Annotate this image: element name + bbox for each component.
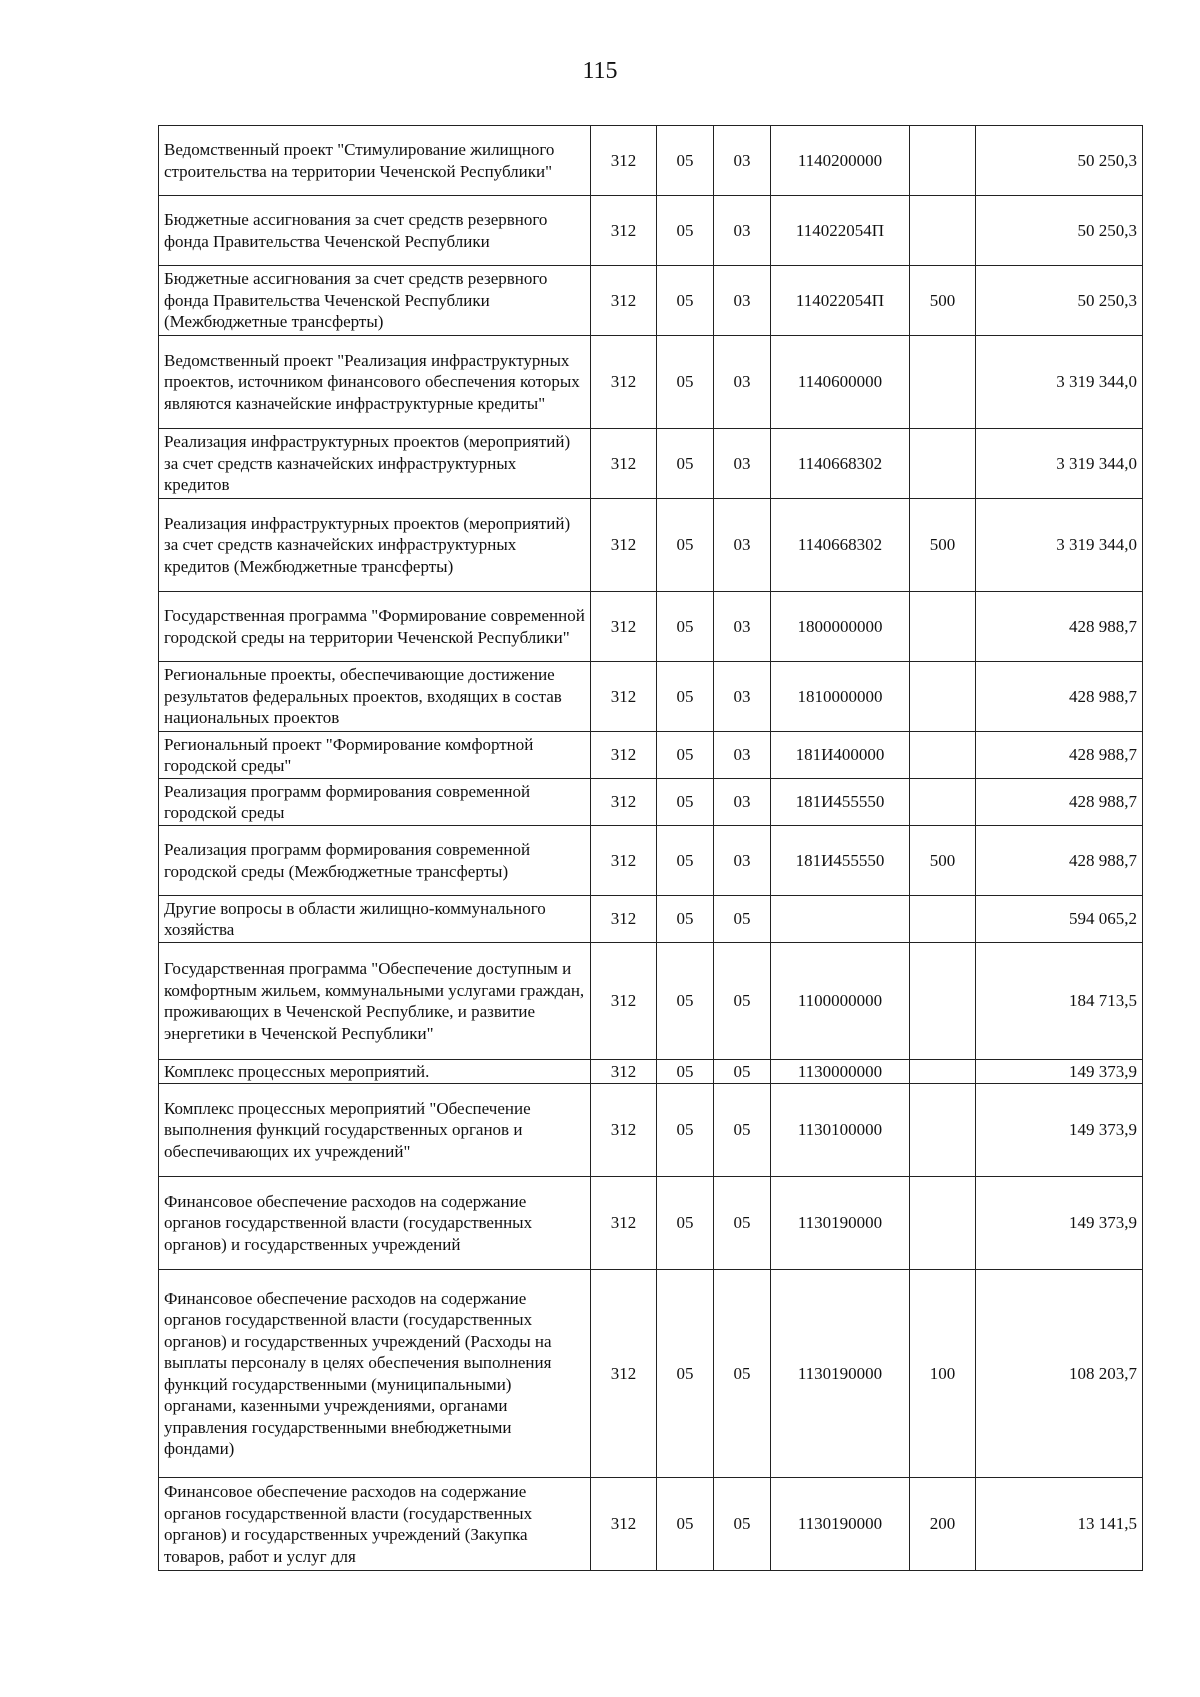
row-target-article: 1140600000 xyxy=(771,336,910,429)
row-name: Бюджетные ассигнования за счет средств резервного фонда Правительства Чеченской Республики (Межбюджетные трансферты) xyxy=(159,266,591,336)
row-expense-type xyxy=(910,943,976,1060)
row-section: 05 xyxy=(657,266,714,336)
row-grbs: 312 xyxy=(591,943,657,1060)
row-name: Региональные проекты, обеспечивающие достижение результатов федеральных проектов, входящих в состав национальных проектов xyxy=(159,662,591,732)
row-amount: 50 250,3 xyxy=(976,196,1143,266)
row-subsection: 03 xyxy=(714,266,771,336)
row-amount: 149 373,9 xyxy=(976,1177,1143,1270)
row-subsection: 05 xyxy=(714,1270,771,1478)
row-grbs: 312 xyxy=(591,896,657,943)
row-target-article: 1810000000 xyxy=(771,662,910,732)
row-expense-type xyxy=(910,126,976,196)
table-row xyxy=(159,1177,1143,1270)
row-name: Ведомственный проект "Стимулирование жилищного строительства на территории Чеченской Республики" xyxy=(159,126,591,196)
row-subsection: 05 xyxy=(714,1060,771,1084)
row-grbs: 312 xyxy=(591,126,657,196)
row-expense-type: 100 xyxy=(910,1270,976,1478)
row-amount: 428 988,7 xyxy=(976,592,1143,662)
row-name: Другие вопросы в области жилищно-коммунального хозяйства xyxy=(159,896,591,943)
table-row xyxy=(159,126,1143,196)
table-row xyxy=(159,196,1143,266)
row-grbs: 312 xyxy=(591,429,657,499)
row-subsection: 03 xyxy=(714,196,771,266)
table-row xyxy=(159,1084,1143,1177)
row-name: Финансовое обеспечение расходов на содержание органов государственной власти (государственных органов) и государственных учреждений (Расходы на выплаты персоналу в целях обеспечения выполнения функций государственными (муниципальными) органами, казенными учреждениями, органами управления государственными внебюджетными фондами) xyxy=(159,1270,591,1478)
row-expense-type: 200 xyxy=(910,1478,976,1571)
row-name: Комплекс процессных мероприятий "Обеспечение выполнения функций государственных органов и обеспечивающих их учреждений" xyxy=(159,1084,591,1177)
row-target-article: 1130190000 xyxy=(771,1270,910,1478)
row-target-article: 1130100000 xyxy=(771,1084,910,1177)
row-section: 05 xyxy=(657,1060,714,1084)
table-row xyxy=(159,662,1143,732)
row-amount: 50 250,3 xyxy=(976,126,1143,196)
row-section: 05 xyxy=(657,1270,714,1478)
row-target-article: 181И455550 xyxy=(771,779,910,826)
table-row xyxy=(159,266,1143,336)
row-grbs: 312 xyxy=(591,499,657,592)
row-section: 05 xyxy=(657,732,714,779)
row-expense-type xyxy=(910,429,976,499)
row-section: 05 xyxy=(657,779,714,826)
table-row xyxy=(159,779,1143,826)
row-target-article: 1130000000 xyxy=(771,1060,910,1084)
row-grbs: 312 xyxy=(591,1060,657,1084)
row-expense-type xyxy=(910,732,976,779)
row-expense-type: 500 xyxy=(910,826,976,896)
row-name: Региональный проект "Формирование комфортной городской среды" xyxy=(159,732,591,779)
row-target-article: 1100000000 xyxy=(771,943,910,1060)
row-name: Ведомственный проект "Реализация инфраструктурных проектов, источником финансового обеспечения которых являются казначейские инфраструктурные кредиты" xyxy=(159,336,591,429)
row-subsection: 05 xyxy=(714,1478,771,1571)
row-subsection: 05 xyxy=(714,943,771,1060)
row-target-article xyxy=(771,896,910,943)
row-subsection: 03 xyxy=(714,732,771,779)
row-amount: 428 988,7 xyxy=(976,779,1143,826)
row-section: 05 xyxy=(657,499,714,592)
budget-table xyxy=(158,125,1143,1571)
row-target-article: 1140200000 xyxy=(771,126,910,196)
row-subsection: 03 xyxy=(714,499,771,592)
row-grbs: 312 xyxy=(591,196,657,266)
row-section: 05 xyxy=(657,429,714,499)
row-grbs: 312 xyxy=(591,1270,657,1478)
row-amount: 3 319 344,0 xyxy=(976,499,1143,592)
row-expense-type xyxy=(910,196,976,266)
table-row xyxy=(159,826,1143,896)
table-row xyxy=(159,943,1143,1060)
row-name: Государственная программа "Формирование современной городской среды на территории Чеченской Республики" xyxy=(159,592,591,662)
row-grbs: 312 xyxy=(591,1478,657,1571)
row-subsection: 03 xyxy=(714,592,771,662)
table-row xyxy=(159,1478,1143,1571)
table-row xyxy=(159,592,1143,662)
row-name: Реализация инфраструктурных проектов (мероприятий) за счет средств казначейских инфраструктурных кредитов (Межбюджетные трансферты) xyxy=(159,499,591,592)
row-grbs: 312 xyxy=(591,1084,657,1177)
row-expense-type xyxy=(910,1060,976,1084)
row-section: 05 xyxy=(657,1177,714,1270)
row-target-article: 114022054П xyxy=(771,266,910,336)
row-section: 05 xyxy=(657,592,714,662)
row-target-article: 1800000000 xyxy=(771,592,910,662)
row-target-article: 1130190000 xyxy=(771,1177,910,1270)
row-subsection: 03 xyxy=(714,826,771,896)
row-subsection: 05 xyxy=(714,1177,771,1270)
table-row xyxy=(159,499,1143,592)
budget-table-body xyxy=(159,126,1143,1571)
row-target-article: 1140668302 xyxy=(771,499,910,592)
row-expense-type: 500 xyxy=(910,266,976,336)
row-amount: 108 203,7 xyxy=(976,1270,1143,1478)
row-name: Финансовое обеспечение расходов на содержание органов государственной власти (государственных органов) и государственных учреждений (Закупка товаров, работ и услуг для xyxy=(159,1478,591,1571)
row-name: Государственная программа "Обеспечение доступным и комфортным жильем, коммунальными услугами граждан, проживающих в Чеченской Республике, и развитие энергетики в Чеченской Республики" xyxy=(159,943,591,1060)
row-subsection: 03 xyxy=(714,429,771,499)
row-expense-type xyxy=(910,592,976,662)
table-row xyxy=(159,732,1143,779)
table-row xyxy=(159,336,1143,429)
row-grbs: 312 xyxy=(591,662,657,732)
row-section: 05 xyxy=(657,943,714,1060)
row-target-article: 114022054П xyxy=(771,196,910,266)
row-subsection: 03 xyxy=(714,662,771,732)
row-target-article: 181И400000 xyxy=(771,732,910,779)
row-subsection: 05 xyxy=(714,1084,771,1177)
row-section: 05 xyxy=(657,196,714,266)
row-amount: 594 065,2 xyxy=(976,896,1143,943)
row-amount: 13 141,5 xyxy=(976,1478,1143,1571)
row-target-article: 181И455550 xyxy=(771,826,910,896)
row-expense-type xyxy=(910,1084,976,1177)
row-section: 05 xyxy=(657,662,714,732)
table-row xyxy=(159,1060,1143,1084)
row-amount: 149 373,9 xyxy=(976,1084,1143,1177)
row-subsection: 05 xyxy=(714,896,771,943)
row-grbs: 312 xyxy=(591,826,657,896)
row-name: Комплекс процессных мероприятий. xyxy=(159,1060,591,1084)
row-grbs: 312 xyxy=(591,1177,657,1270)
row-name: Реализация программ формирования современной городской среды xyxy=(159,779,591,826)
row-grbs: 312 xyxy=(591,266,657,336)
row-section: 05 xyxy=(657,1084,714,1177)
row-amount: 3 319 344,0 xyxy=(976,429,1143,499)
row-subsection: 03 xyxy=(714,126,771,196)
row-target-article: 1140668302 xyxy=(771,429,910,499)
row-name: Бюджетные ассигнования за счет средств резервного фонда Правительства Чеченской Республики xyxy=(159,196,591,266)
row-expense-type xyxy=(910,779,976,826)
row-amount: 149 373,9 xyxy=(976,1060,1143,1084)
row-expense-type xyxy=(910,896,976,943)
row-expense-type: 500 xyxy=(910,499,976,592)
row-amount: 50 250,3 xyxy=(976,266,1143,336)
row-grbs: 312 xyxy=(591,336,657,429)
row-grbs: 312 xyxy=(591,732,657,779)
row-grbs: 312 xyxy=(591,779,657,826)
row-subsection: 03 xyxy=(714,336,771,429)
row-amount: 428 988,7 xyxy=(976,826,1143,896)
row-name: Финансовое обеспечение расходов на содержание органов государственной власти (государственных органов) и государственных учреждений xyxy=(159,1177,591,1270)
row-section: 05 xyxy=(657,826,714,896)
row-expense-type xyxy=(910,336,976,429)
row-subsection: 03 xyxy=(714,779,771,826)
row-amount: 184 713,5 xyxy=(976,943,1143,1060)
row-amount: 428 988,7 xyxy=(976,732,1143,779)
row-amount: 3 319 344,0 xyxy=(976,336,1143,429)
row-expense-type xyxy=(910,1177,976,1270)
table-row xyxy=(159,1270,1143,1478)
row-section: 05 xyxy=(657,1478,714,1571)
row-section: 05 xyxy=(657,126,714,196)
row-name: Реализация программ формирования современной городской среды (Межбюджетные трансферты) xyxy=(159,826,591,896)
table-row xyxy=(159,896,1143,943)
row-grbs: 312 xyxy=(591,592,657,662)
row-section: 05 xyxy=(657,336,714,429)
row-expense-type xyxy=(910,662,976,732)
page-number: 115 xyxy=(582,58,618,84)
row-target-article: 1130190000 xyxy=(771,1478,910,1571)
row-amount: 428 988,7 xyxy=(976,662,1143,732)
table-row xyxy=(159,429,1143,499)
row-name: Реализация инфраструктурных проектов (мероприятий) за счет средств казначейских инфраструктурных кредитов xyxy=(159,429,591,499)
row-section: 05 xyxy=(657,896,714,943)
